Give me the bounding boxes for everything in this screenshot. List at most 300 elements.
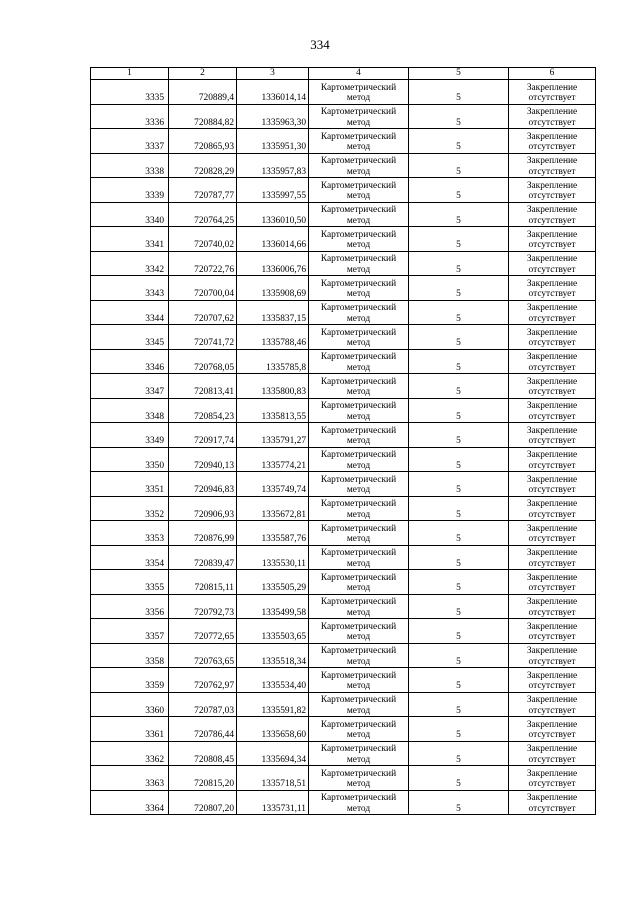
coordinates-table [90, 67, 596, 815]
x-coordinate-cell: 720876,99 [169, 521, 237, 546]
status-cell-line2: отсутствует [528, 191, 576, 201]
status-cell-line2: отсутствует [528, 607, 576, 618]
y-coordinate-cell: 1335499,58 [237, 594, 309, 619]
point-number-cell: 3352 [91, 496, 169, 521]
method-cell-line2: метод [346, 215, 371, 226]
status-cell [509, 496, 596, 521]
header-cell: 1 [91, 68, 169, 80]
method-cell [309, 766, 409, 791]
status-cell-line1: Закрепление [526, 205, 578, 215]
x-coordinate-cell: 720808,45 [169, 741, 237, 766]
point-number-cell: 3361 [91, 717, 169, 742]
table-row [91, 692, 596, 717]
status-cell-line2: отсутствует [528, 215, 576, 226]
table-row [91, 790, 596, 815]
y-coordinate-cell: 1335785,8 [237, 349, 309, 374]
method-cell-line2: метод [346, 705, 371, 716]
method-cell-line1: Картометрический [320, 229, 397, 240]
y-coordinate-cell: 1335963,30 [237, 104, 309, 129]
status-cell-line1: Закрепление [526, 474, 578, 485]
method-cell-line2: метод [346, 583, 371, 593]
method-cell-line1: Картометрический [320, 156, 397, 166]
method-cell-line1: Картометрический [320, 670, 397, 681]
y-coordinate-cell: 1336010,50 [237, 202, 309, 227]
method-cell-line1: Картометрический [320, 768, 397, 779]
method-cell-line1: Картометрический [320, 376, 397, 387]
method-cell [309, 692, 409, 717]
status-cell [509, 521, 596, 546]
method-cell [309, 202, 409, 227]
status-cell-line2: отсутствует [528, 583, 576, 593]
status-cell-line1: Закрепление [526, 376, 578, 387]
accuracy-cell: 5 [409, 349, 509, 374]
status-cell-line2: отсутствует [528, 656, 576, 667]
x-coordinate-cell: 720787,77 [169, 178, 237, 203]
method-cell [309, 276, 409, 301]
method-cell-line1: Картометрический [320, 303, 397, 313]
method-cell-line1: Картометрический [320, 205, 397, 215]
accuracy-cell: 5 [409, 594, 509, 619]
x-coordinate-cell: 720741,72 [169, 325, 237, 350]
method-cell-line2: метод [346, 779, 371, 789]
method-cell-line2: метод [346, 117, 371, 128]
method-cell-line2: метод [346, 754, 371, 765]
status-cell [509, 790, 596, 815]
status-cell-line1: Закрепление [526, 107, 578, 117]
accuracy-cell: 5 [409, 104, 509, 129]
y-coordinate-cell: 1335587,76 [237, 521, 309, 546]
method-cell-line2: метод [346, 632, 371, 642]
y-coordinate-cell: 1335774,21 [237, 447, 309, 472]
point-number-cell: 3355 [91, 570, 169, 595]
point-number-cell: 3354 [91, 545, 169, 570]
header-cell: 5 [409, 68, 509, 80]
x-coordinate-cell: 720772,65 [169, 619, 237, 644]
accuracy-cell: 5 [409, 153, 509, 178]
y-coordinate-cell: 1335530,11 [237, 545, 309, 570]
status-cell-line2: отсутствует [528, 387, 576, 397]
status-cell-line2: отсутствует [528, 436, 576, 446]
x-coordinate-cell: 720906,93 [169, 496, 237, 521]
status-cell [509, 398, 596, 423]
accuracy-cell: 5 [409, 717, 509, 742]
point-number-cell: 3360 [91, 692, 169, 717]
x-coordinate-cell: 720815,20 [169, 766, 237, 791]
status-cell [509, 545, 596, 570]
method-cell-line1: Картометрический [320, 425, 397, 436]
x-coordinate-cell: 720839,47 [169, 545, 237, 570]
status-cell-line1: Закрепление [526, 229, 578, 240]
point-number-cell: 3349 [91, 423, 169, 448]
status-cell-line2: отсутствует [528, 166, 576, 177]
x-coordinate-cell: 720707,62 [169, 300, 237, 325]
status-cell [509, 251, 596, 276]
method-cell-line1: Картометрический [320, 719, 397, 730]
header-cell: 6 [509, 68, 596, 80]
table-row [91, 668, 596, 693]
status-cell-line2: отсутствует [528, 117, 576, 128]
status-cell-line2: отсутствует [528, 509, 576, 520]
point-number-cell: 3337 [91, 129, 169, 154]
status-cell-line2: отсутствует [528, 534, 576, 544]
x-coordinate-cell: 720807,20 [169, 790, 237, 815]
accuracy-cell: 5 [409, 790, 509, 815]
method-cell-line1: Картометрический [320, 131, 397, 142]
status-cell-line2: отсутствует [528, 142, 576, 152]
method-cell-line1: Картометрический [320, 523, 397, 534]
accuracy-cell: 5 [409, 619, 509, 644]
y-coordinate-cell: 1335951,30 [237, 129, 309, 154]
accuracy-cell: 5 [409, 570, 509, 595]
status-cell [509, 643, 596, 668]
status-cell-line2: отсутствует [528, 362, 576, 373]
method-cell-line2: метод [346, 730, 371, 740]
table-row [91, 741, 596, 766]
status-cell-line1: Закрепление [526, 621, 578, 632]
method-cell [309, 129, 409, 154]
x-coordinate-cell: 720700,04 [169, 276, 237, 301]
method-cell-line2: метод [346, 460, 371, 471]
accuracy-cell: 5 [409, 276, 509, 301]
y-coordinate-cell: 1335813,55 [237, 398, 309, 423]
point-number-cell: 3362 [91, 741, 169, 766]
x-coordinate-cell: 720854,23 [169, 398, 237, 423]
table-row [91, 300, 596, 325]
page-number: 334 [310, 37, 330, 52]
method-cell-line2: метод [346, 362, 371, 373]
status-cell [509, 619, 596, 644]
point-number-cell: 3345 [91, 325, 169, 350]
method-cell-line2: метод [346, 681, 371, 691]
method-cell-line2: метод [346, 166, 371, 177]
y-coordinate-cell: 1335791,27 [237, 423, 309, 448]
method-cell-line1: Картометрический [320, 352, 397, 362]
table-row [91, 619, 596, 644]
status-cell-line1: Закрепление [526, 744, 578, 754]
y-coordinate-cell: 1335658,60 [237, 717, 309, 742]
x-coordinate-cell: 720828,29 [169, 153, 237, 178]
x-coordinate-cell: 720764,25 [169, 202, 237, 227]
status-cell-line1: Закрепление [526, 425, 578, 436]
status-cell [509, 276, 596, 301]
accuracy-cell: 5 [409, 202, 509, 227]
accuracy-cell: 5 [409, 766, 509, 791]
accuracy-cell: 5 [409, 423, 509, 448]
method-cell-line1: Картометрический [320, 278, 397, 289]
table-row [91, 104, 596, 129]
y-coordinate-cell: 1335694,34 [237, 741, 309, 766]
status-cell [509, 80, 596, 105]
method-cell-line1: Картометрический [320, 621, 397, 632]
status-cell-line1: Закрепление [526, 180, 578, 191]
point-number-cell: 3347 [91, 374, 169, 399]
method-cell-line2: метод [346, 436, 371, 446]
accuracy-cell: 5 [409, 374, 509, 399]
status-cell-line1: Закрепление [526, 450, 578, 460]
header-cell: 2 [169, 68, 237, 80]
table-row [91, 496, 596, 521]
table-row [91, 374, 596, 399]
accuracy-cell: 5 [409, 178, 509, 203]
method-cell-line2: метод [346, 803, 371, 814]
method-cell [309, 570, 409, 595]
status-cell [509, 300, 596, 325]
status-cell [509, 325, 596, 350]
header-cell: 4 [309, 68, 409, 80]
method-cell [309, 80, 409, 105]
status-cell-line2: отсутствует [528, 730, 576, 740]
status-cell-line1: Закрепление [526, 793, 578, 803]
status-cell [509, 447, 596, 472]
method-cell [309, 325, 409, 350]
method-cell [309, 227, 409, 252]
y-coordinate-cell: 1335800,83 [237, 374, 309, 399]
status-cell-line1: Закрепление [526, 401, 578, 411]
status-cell [509, 472, 596, 497]
method-cell-line2: метод [346, 534, 371, 544]
x-coordinate-cell: 720763,65 [169, 643, 237, 668]
method-cell-line2: метод [346, 289, 371, 299]
table-body [91, 68, 596, 815]
status-cell-line2: отсутствует [528, 754, 576, 765]
status-cell [509, 692, 596, 717]
accuracy-cell: 5 [409, 129, 509, 154]
x-coordinate-cell: 720815,11 [169, 570, 237, 595]
accuracy-cell: 5 [409, 227, 509, 252]
status-cell-line1: Закрепление [526, 719, 578, 730]
point-number-cell: 3346 [91, 349, 169, 374]
status-cell-line1: Закрепление [526, 646, 578, 656]
status-cell [509, 349, 596, 374]
method-cell-line2: метод [346, 264, 371, 275]
method-cell-line1: Картометрический [320, 401, 397, 411]
point-number-cell: 3363 [91, 766, 169, 791]
status-cell-line1: Закрепление [526, 327, 578, 338]
accuracy-cell: 5 [409, 643, 509, 668]
status-cell-line1: Закрепление [526, 695, 578, 705]
point-number-cell: 3335 [91, 80, 169, 105]
point-number-cell: 3350 [91, 447, 169, 472]
method-cell-line2: метод [346, 93, 371, 103]
point-number-cell: 3359 [91, 668, 169, 693]
point-number-cell: 3348 [91, 398, 169, 423]
y-coordinate-cell: 1335837,15 [237, 300, 309, 325]
method-cell [309, 717, 409, 742]
method-cell-line1: Картометрический [320, 450, 397, 460]
table-row [91, 80, 596, 105]
status-cell [509, 104, 596, 129]
status-cell [509, 423, 596, 448]
point-number-cell: 3339 [91, 178, 169, 203]
table-row [91, 129, 596, 154]
method-cell [309, 668, 409, 693]
status-cell-line1: Закрепление [526, 278, 578, 289]
x-coordinate-cell: 720740,02 [169, 227, 237, 252]
point-number-cell: 3342 [91, 251, 169, 276]
y-coordinate-cell: 1335957,83 [237, 153, 309, 178]
status-cell-line1: Закрепление [526, 523, 578, 534]
status-cell-line1: Закрепление [526, 131, 578, 142]
status-cell-line2: отсутствует [528, 632, 576, 642]
method-cell-line2: метод [346, 191, 371, 201]
y-coordinate-cell: 1335749,74 [237, 472, 309, 497]
status-cell-line1: Закрепление [526, 303, 578, 313]
method-cell [309, 398, 409, 423]
y-coordinate-cell: 1335718,51 [237, 766, 309, 791]
table-row [91, 594, 596, 619]
status-cell [509, 741, 596, 766]
y-coordinate-cell: 1335591,82 [237, 692, 309, 717]
x-coordinate-cell: 720787,03 [169, 692, 237, 717]
method-cell-line1: Картометрический [320, 646, 397, 656]
method-cell-line1: Картометрический [320, 548, 397, 558]
status-cell-line2: отсутствует [528, 411, 576, 422]
method-cell-line1: Картометрический [320, 180, 397, 191]
method-cell-line2: метод [346, 656, 371, 667]
status-cell-line2: отсутствует [528, 93, 576, 103]
accuracy-cell: 5 [409, 521, 509, 546]
status-cell-line1: Закрепление [526, 597, 578, 607]
point-number-cell: 3341 [91, 227, 169, 252]
status-cell [509, 153, 596, 178]
point-number-cell: 3351 [91, 472, 169, 497]
x-coordinate-cell: 720889,4 [169, 80, 237, 105]
method-cell [309, 178, 409, 203]
status-cell-line2: отсутствует [528, 485, 576, 495]
table-row [91, 423, 596, 448]
x-coordinate-cell: 720722,76 [169, 251, 237, 276]
point-number-cell: 3338 [91, 153, 169, 178]
accuracy-cell: 5 [409, 668, 509, 693]
table-row [91, 325, 596, 350]
status-cell-line2: отсутствует [528, 338, 576, 348]
method-cell [309, 300, 409, 325]
method-cell-line2: метод [346, 387, 371, 397]
method-cell-line2: метод [346, 338, 371, 348]
point-number-cell: 3358 [91, 643, 169, 668]
accuracy-cell: 5 [409, 741, 509, 766]
point-number-cell: 3356 [91, 594, 169, 619]
y-coordinate-cell: 1336006,76 [237, 251, 309, 276]
method-cell-line1: Картометрический [320, 474, 397, 485]
method-cell [309, 594, 409, 619]
accuracy-cell: 5 [409, 545, 509, 570]
method-cell [309, 472, 409, 497]
status-cell-line2: отсутствует [528, 460, 576, 471]
x-coordinate-cell: 720786,44 [169, 717, 237, 742]
status-cell-line1: Закрепление [526, 548, 578, 558]
status-cell-line2: отсутствует [528, 240, 576, 250]
status-cell-line1: Закрепление [526, 352, 578, 362]
method-cell [309, 447, 409, 472]
status-cell [509, 717, 596, 742]
method-cell-line1: Картометрический [320, 254, 397, 264]
status-cell-line1: Закрепление [526, 499, 578, 509]
method-cell [309, 349, 409, 374]
status-cell-line1: Закрепление [526, 572, 578, 583]
method-cell [309, 545, 409, 570]
method-cell [309, 790, 409, 815]
x-coordinate-cell: 720813,41 [169, 374, 237, 399]
x-coordinate-cell: 720940,13 [169, 447, 237, 472]
y-coordinate-cell: 1335788,46 [237, 325, 309, 350]
table-row [91, 521, 596, 546]
accuracy-cell: 5 [409, 692, 509, 717]
y-coordinate-cell: 1335997,55 [237, 178, 309, 203]
status-cell-line2: отсутствует [528, 313, 576, 324]
method-cell-line2: метод [346, 142, 371, 152]
status-cell [509, 570, 596, 595]
status-cell-line2: отсутствует [528, 558, 576, 569]
table-row [91, 643, 596, 668]
y-coordinate-cell: 1336014,66 [237, 227, 309, 252]
table-row [91, 202, 596, 227]
status-cell [509, 668, 596, 693]
method-cell-line2: метод [346, 607, 371, 618]
method-cell-line1: Картометрический [320, 597, 397, 607]
table-row [91, 545, 596, 570]
method-cell-line2: метод [346, 240, 371, 250]
status-cell-line2: отсутствует [528, 779, 576, 789]
accuracy-cell: 5 [409, 472, 509, 497]
method-cell-line1: Картометрический [320, 82, 397, 93]
method-cell [309, 251, 409, 276]
status-cell-line2: отсутствует [528, 681, 576, 691]
method-cell-line2: метод [346, 411, 371, 422]
point-number-cell: 3336 [91, 104, 169, 129]
status-cell-line2: отсутствует [528, 264, 576, 275]
table-row [91, 717, 596, 742]
table-row [91, 276, 596, 301]
method-cell-line1: Картометрический [320, 744, 397, 754]
method-cell [309, 521, 409, 546]
x-coordinate-cell: 720865,93 [169, 129, 237, 154]
y-coordinate-cell: 1336014,14 [237, 80, 309, 105]
point-number-cell: 3353 [91, 521, 169, 546]
table-row [91, 178, 596, 203]
table-row [91, 447, 596, 472]
method-cell [309, 643, 409, 668]
method-cell [309, 619, 409, 644]
method-cell-line2: метод [346, 509, 371, 520]
point-number-cell: 3344 [91, 300, 169, 325]
status-cell [509, 129, 596, 154]
method-cell [309, 496, 409, 521]
status-cell-line2: отсутствует [528, 289, 576, 299]
status-cell-line1: Закрепление [526, 254, 578, 264]
table-row [91, 227, 596, 252]
status-cell-line1: Закрепление [526, 82, 578, 93]
table-row [91, 251, 596, 276]
accuracy-cell: 5 [409, 300, 509, 325]
y-coordinate-cell: 1335518,34 [237, 643, 309, 668]
y-coordinate-cell: 1335505,29 [237, 570, 309, 595]
status-cell-line1: Закрепление [526, 670, 578, 681]
point-number-cell: 3340 [91, 202, 169, 227]
accuracy-cell: 5 [409, 251, 509, 276]
x-coordinate-cell: 720884,82 [169, 104, 237, 129]
table-row [91, 153, 596, 178]
method-cell [309, 741, 409, 766]
table-row [91, 766, 596, 791]
point-number-cell: 3364 [91, 790, 169, 815]
y-coordinate-cell: 1335534,40 [237, 668, 309, 693]
y-coordinate-cell: 1335731,11 [237, 790, 309, 815]
x-coordinate-cell: 720762,97 [169, 668, 237, 693]
method-cell-line2: метод [346, 558, 371, 569]
y-coordinate-cell: 1335503,65 [237, 619, 309, 644]
method-cell-line1: Картометрический [320, 793, 397, 803]
